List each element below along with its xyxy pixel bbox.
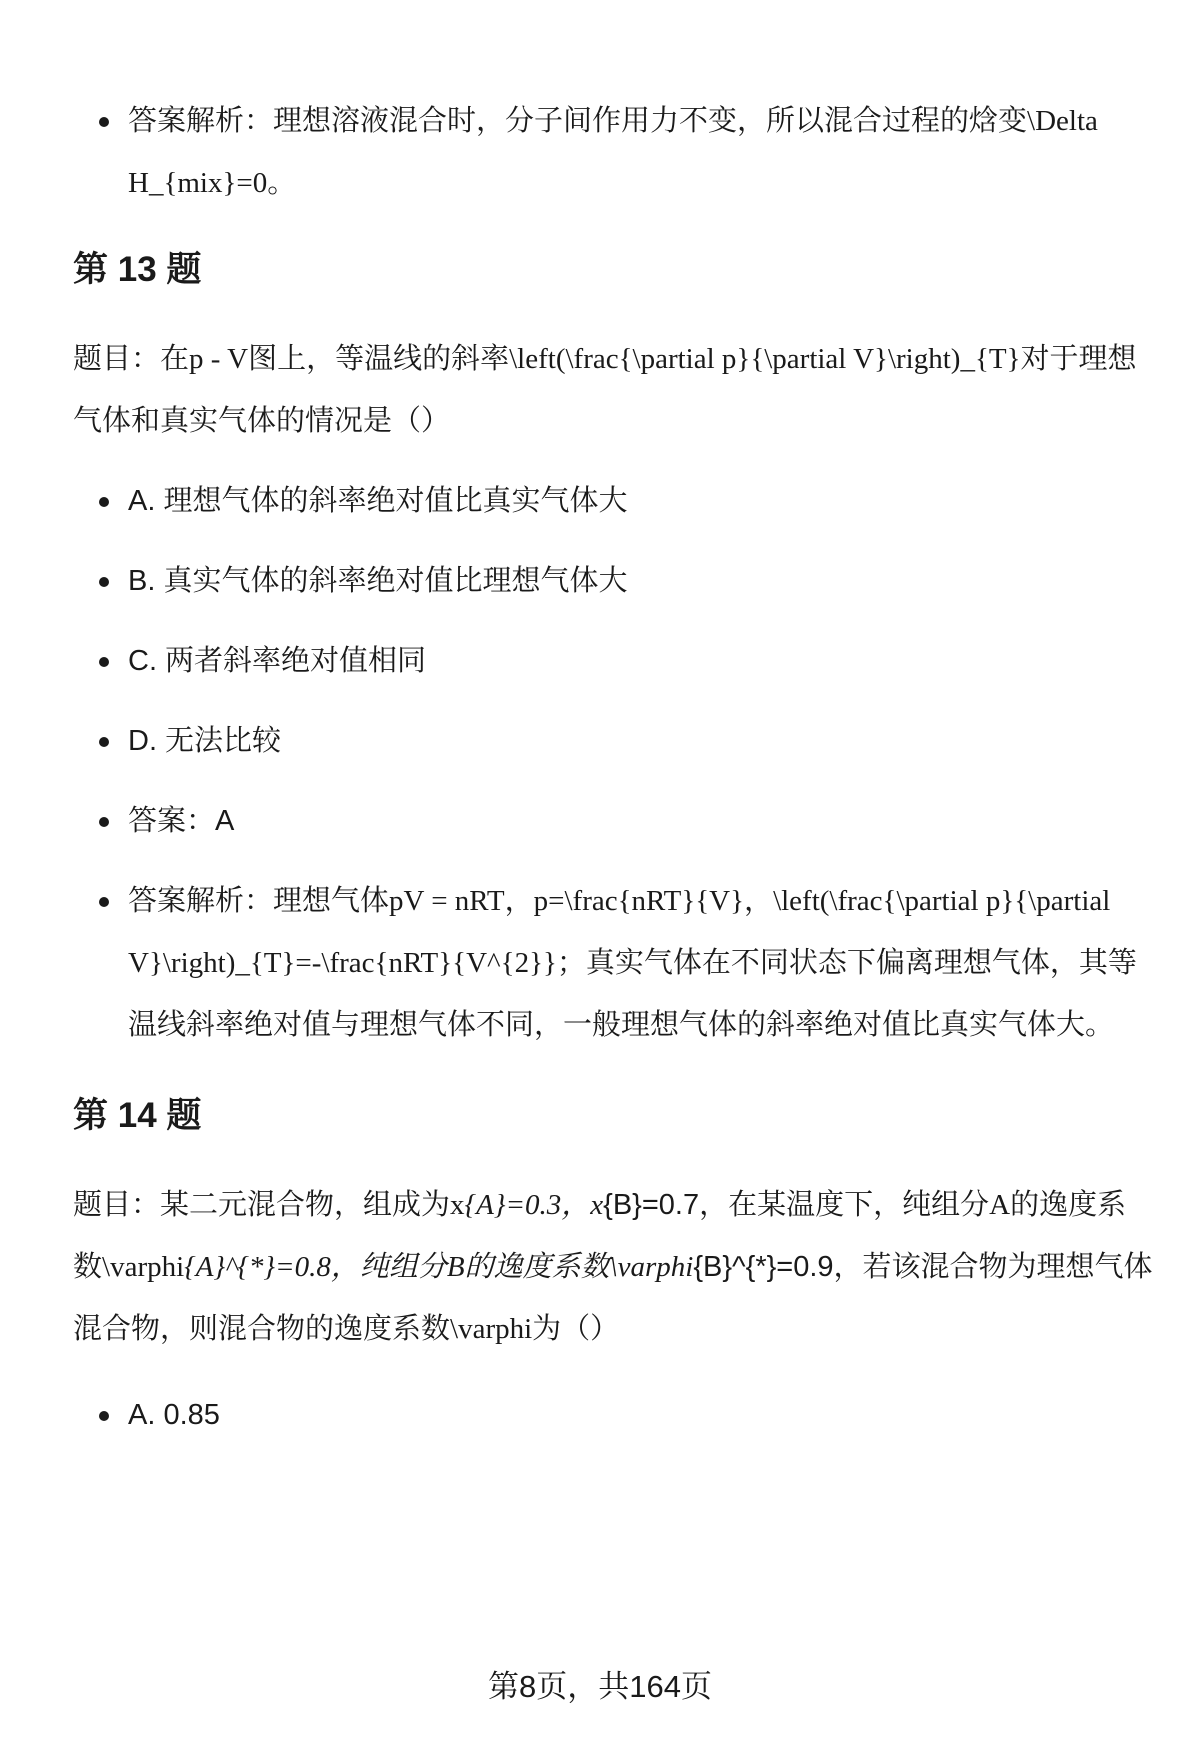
stem-math: p - V	[189, 343, 249, 375]
stem-text: {B}^{*}=0.9，若该混合物为理想气体混合物，则混合物的逸度系数	[73, 1251, 1153, 1345]
explanation-label: 答案解析：	[128, 105, 274, 137]
explanation-math: \left(\frac{\partial p}{\partial V}\right)_{T}=-\frac{nRT}{V^{2}}	[128, 885, 1111, 979]
stem-text: 的逸度系数	[73, 1189, 1127, 1283]
answer: 答案：A	[73, 790, 1153, 852]
question-14-stem	[73, 1174, 1153, 1360]
question-14-options	[73, 1384, 1153, 1446]
option-d: D. 无法比较	[73, 710, 1153, 772]
stem-text: {B}=0.7，在某温度下，纯组分	[603, 1189, 990, 1221]
stem-label: 题目：	[73, 1189, 161, 1221]
explanation-math: pV = nRT	[389, 885, 505, 917]
page-footer: 第8页，共164页	[488, 1669, 712, 1704]
explanation-text: 理想气体	[273, 885, 390, 917]
stem-label: 题目：	[73, 343, 161, 375]
stem-text: 图上，等温线的斜率	[248, 343, 510, 375]
question-13-stem	[73, 328, 1153, 452]
option-b: B. 真实气体的斜率绝对值比理想气体大	[73, 550, 1153, 612]
option-c: C. 两者斜率绝对值相同	[73, 630, 1153, 692]
question-13-explanation	[73, 870, 1153, 1056]
question-14-heading: 第 14 题	[73, 1096, 202, 1135]
stem-math: \left(\frac{\partial p}{\partial V}\right)_{T}	[509, 343, 1021, 375]
question-13-heading: 第 13 题	[73, 250, 202, 289]
stem-math: {A}^{*}=0.8，纯组分B的逸度系数\varphi	[184, 1251, 694, 1283]
document-page	[73, 90, 1153, 1446]
stem-math: A	[989, 1189, 1011, 1221]
explanation-text: ；真实气体在不同状态下偏离理想气体，其等温线斜率绝对值与理想气体不同，一般理想气体的斜率绝对值比真实气体大。	[128, 947, 1137, 1041]
explanation-math: \Delta H_{mix}=0	[128, 105, 1098, 199]
stem-text: 在	[160, 343, 190, 375]
stem-math: {A}=0.3，x	[464, 1189, 604, 1221]
explanation-math: p=\frac{nRT}{V}	[533, 885, 745, 917]
stem-math: \varphi	[450, 1313, 533, 1345]
option-a: A. 0.85	[73, 1384, 1153, 1446]
stem-math: \varphi	[102, 1251, 185, 1283]
question-13-options	[73, 470, 1153, 1056]
explanation-text: ，	[504, 885, 534, 917]
explanation-text: ，	[744, 885, 774, 917]
prev-explanation	[73, 90, 1153, 214]
option-a: A. 理想气体的斜率绝对值比真实气体大	[73, 470, 1153, 532]
stem-text: 为（）	[532, 1313, 620, 1345]
stem-math: x	[450, 1189, 465, 1221]
stem-text: 对于理想气体和真实气体的情况是（）	[73, 343, 1137, 437]
stem-text: 某二元混合物，组成为	[160, 1189, 451, 1221]
explanation-text: 理想溶液混合时，分子间作用力不变，所以混合过程的焓变	[273, 105, 1028, 137]
explanation-text: 。	[267, 167, 297, 199]
prev-explanation-list	[73, 90, 1153, 214]
explanation-label: 答案解析：	[128, 885, 274, 917]
